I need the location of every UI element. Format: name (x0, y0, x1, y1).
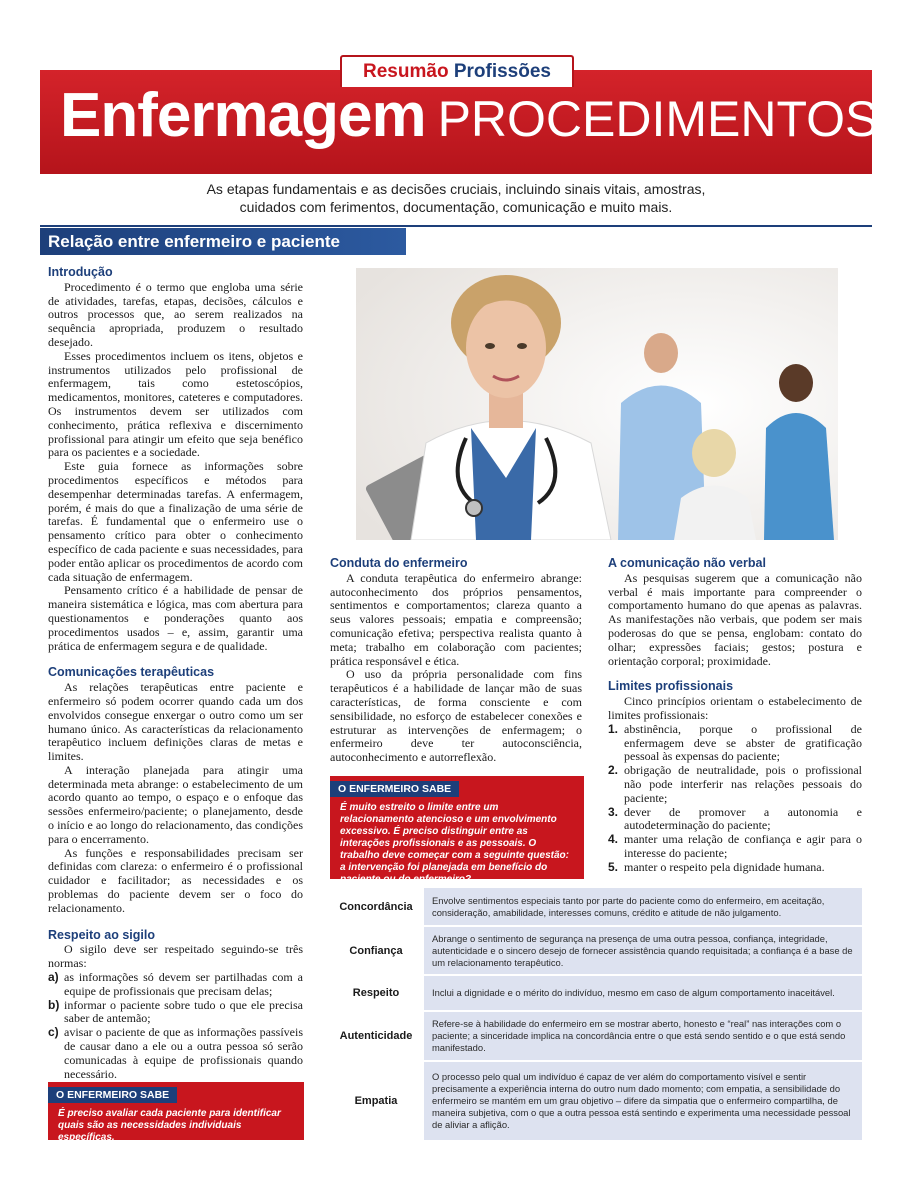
list-item-text: as informações só devem ser partilhadas com a equipe de profissionais que precisam delas; (64, 970, 303, 998)
subtitle-line-2: cuidados com ferimentos, documentação, comunicação e muito mais. (239, 199, 673, 215)
intro-paragraph: Este guia fornece as informações sobre procedimentos específicos e métodos para desempenhar determinadas tarefas. A enfermagem, porém, é mais do que a finalização de uma série de tarefas. É fundamental que o enfermeiro use o pensamento crítico para obter o conhecimento específico de cada paciente e suas necessidades, para poder então aplicar os procedimentos de acordo com cada situação de enfermagem. (48, 459, 303, 584)
list-marker: 3. (608, 804, 619, 819)
sigilo-paragraph: O sigilo deve ser respeitado seguindo-se três normas: (48, 942, 303, 971)
nurse-knows-box-left (48, 1082, 304, 1143)
intro-paragraph: Procedimento é o termo que engloba uma série de atividades, tarefas, etapas, decisões, cálculos e outros processos que, ao serem realizados na sequência apropriada, produzem o resultado desejado. (48, 279, 303, 349)
list-item (608, 764, 862, 805)
conduct-paragraph: A conduta terapêutica do enfermeiro abrange: autoconhecimento dos próprios pensamentos, sentimentos e comportamentos; clareza quanto a seus valores pessoais; empatia e compreensão; comunicação efetiva; perspectiva realista quanto à meta; trabalho em colaboração com pacientes; prática responsável e ética. (330, 570, 582, 668)
comm-paragraph: A interação planejada para atingir uma determinada meta abrange: o estabelecimento de um acordo quanto ao tempo, o espaço e o enfoque das sessões enfermeiro/paciente; o planejamento, desde o início e ao longo do relacionamento, das condições para o encerramento. (48, 762, 303, 846)
limits-list (608, 723, 862, 875)
list-marker: 5. (608, 859, 619, 874)
title-sub: PROCEDIMENTOS (437, 91, 879, 147)
term-cell: Respeito (328, 975, 424, 1011)
column-right (608, 557, 862, 875)
definition-cell: Envolve sentimentos especiais tanto por parte do paciente como do enfermeiro, em aceitação, consideração, amabilidade, interesses comuns, crédito e atitude de não julgamento. (424, 888, 862, 926)
list-item-text: abstinência, porque o profissional de enfermagem deve se abster de gratificação pessoal às expensas do paciente; (624, 721, 862, 764)
table-row (328, 1011, 862, 1061)
list-item (608, 861, 862, 875)
list-item-text: manter o respeito pela dignidade humana. (624, 859, 825, 874)
series-tag-part2: Profissões (453, 61, 551, 82)
list-item-text: informar o paciente sobre tudo o que ele precisa saber de antemão; (64, 997, 303, 1026)
table-row (328, 926, 862, 975)
sigilo-heading: Respeito ao sigilo (48, 927, 155, 942)
intro-heading: Introdução (48, 265, 113, 279)
header-rule (40, 225, 872, 227)
subtitle-line-1: As etapas fundamentais e as decisões cruciais, incluindo sinais vitais, amostras, (206, 181, 706, 197)
term-cell: Autenticidade (328, 1011, 424, 1061)
column-middle (330, 557, 582, 765)
nurse-knows-text: É muito estreito o limite entre um relacionamento atencioso e um envolvimento excessivo. É preciso distinguir entre as interações profissionais e as pessoais. O trabalho deve começar com a seguinte questão: a intervenção foi planejada em benefício do paciente ou do enfermeiro? (340, 802, 569, 885)
term-cell: Concordância (328, 888, 424, 926)
list-marker: a) (48, 970, 59, 985)
page-title (60, 80, 879, 151)
nurse-knows-box-middle (330, 776, 584, 885)
column-left (48, 266, 303, 1081)
list-item-text: obrigação de neutralidade, pois o profissional não pode interferir nas relações pessoais do paciente; (624, 763, 862, 805)
list-item-text: dever de promover a autonomia e autodeterminação do paciente; (624, 804, 862, 833)
list-marker: 1. (608, 721, 619, 736)
comm-heading: Comunicações terapêuticas (48, 665, 215, 680)
nonverbal-paragraph: As pesquisas sugerem que a comunicação não verbal é mais importante para compreender o comportamento humano do que apenas as palavras. As manifestações não verbais, que podem ser mais poderosas do que se pensa, englobam: contato do olhar; expressões faciais; gestos; postura e orientação corporal; proximidade. (608, 570, 862, 668)
title-main: Enfermagem (60, 81, 426, 150)
section-heading: Relação entre enfermeiro e paciente (40, 228, 406, 255)
page-subtitle (150, 180, 762, 216)
definition-cell: O processo pelo qual um indivíduo é capaz de ver além do comportamento visível e sentir precisamente a experiência interna do outro num dado momento; com empatia, a sensibilidade do enfermeiro se mantém em um grau objetivo – difere da simpatia que o enfermeiro compartilha, de maneira subjetiva, com o que a outra pessoa está sentindo e experimenta uma necessidade pessoal de aliviar a aflição. (424, 1061, 862, 1141)
nurse-knows-label: O ENFERMEIRO SABE (48, 1087, 177, 1103)
term-cell: Confiança (328, 926, 424, 975)
table-row (328, 1061, 862, 1141)
list-item (48, 971, 303, 999)
nurse-knows-label: O ENFERMEIRO SABE (330, 781, 459, 797)
definition-cell: Refere-se à habilidade do enfermeiro em se mostrar aberto, honesto e “real” nas interações com o paciente; a sinceridade implica na concordância entre o que está sendo sentido e o que está sendo manifestado. (424, 1011, 862, 1061)
list-item (608, 806, 862, 834)
list-item (608, 833, 862, 861)
list-marker: 4. (608, 832, 619, 847)
list-item (48, 1026, 303, 1081)
nonverbal-heading: A comunicação não verbal (608, 556, 766, 570)
limits-paragraph: Cinco princípios orientam o estabelecimento de limites profissionais: (608, 694, 862, 722)
series-tag-part1: Resumão (363, 61, 449, 82)
definition-cell: Abrange o sentimento de segurança na presença de uma outra pessoa, confiança, integridade, autenticidade e o sincero desejo de fornecer assistência quando requisitada; a confiança é a base de um relacionamento terapêutico. (424, 926, 862, 975)
table-row (328, 888, 862, 926)
definitions-table (328, 888, 862, 1142)
intro-paragraph: Pensamento crítico é a habilidade de pensar de maneira sistemática e lógica, mas com abertura para questionamentos e ponderações quanto aos procedimentos usados – e, assim, garantir uma prática de enfermagem segura e de qualidade. (48, 583, 303, 653)
comm-paragraph: As funções e responsabilidades precisam ser definidas com clareza: o enfermeiro é o profissional cuidador e facilitador; as necessidades e os problemas do paciente devem ser o foco do relacionamento. (48, 845, 303, 915)
limits-heading: Limites profissionais (608, 679, 734, 694)
table-row (328, 975, 862, 1011)
list-item-text: manter uma relação de confiança e agir para o interesse do paciente; (624, 832, 862, 860)
term-cell: Empatia (328, 1061, 424, 1141)
comm-paragraph: As relações terapêuticas entre paciente e enfermeiro só podem ocorrer quando cada um dos envolvidos consegue enxergar o outro como um ser humano único. As características da relacionamento terapêutico incluem definições claras de metas e limites. (48, 680, 303, 764)
intro-paragraph: Esses procedimentos incluem os itens, objetos e instrumentos utilizados pelo profissional de enfermagem, tais como estetoscópios, medicamentos, monitores, cateteres e computadores. Os instrumentos devem ser utilizados com conhecimento, prática reflexiva e discernimento profissional para atingir um efeito que seja benéfico para os pacientes e a sociedade. (48, 348, 303, 460)
sigilo-list (48, 971, 303, 1081)
list-item (48, 999, 303, 1027)
nurse-illustration (356, 268, 838, 540)
definition-cell: Inclui a dignidade e o mérito do indivíduo, mesmo em caso de algum comportamento inaceitável. (424, 975, 862, 1011)
list-item-text: avisar o paciente de que as informações passíveis de causar dano a ele ou a outra pessoa só serão comunicadas à equipe de profissionais quando necessário. (64, 1025, 303, 1081)
list-marker: c) (48, 1025, 59, 1040)
conduct-paragraph: O uso da própria personalidade com fins terapêuticos é a habilidade de lançar mão de suas características, de forma consciente e com sensibilidade, no esforço de estabelecer conexões e estruturar as intervenções de enfermagem; o enfermeiro deve ter autoconsciência, autoconhecimento e autorreflexão. (330, 667, 582, 765)
nurse-photo (356, 268, 838, 540)
list-marker: 2. (608, 763, 619, 778)
nurse-knows-text: É preciso avaliar cada paciente para identificar quais são as necessidades individuais específicas. (58, 1108, 281, 1143)
list-item (608, 723, 862, 764)
conduct-heading: Conduta do enfermeiro (330, 556, 468, 570)
list-marker: b) (48, 997, 60, 1012)
